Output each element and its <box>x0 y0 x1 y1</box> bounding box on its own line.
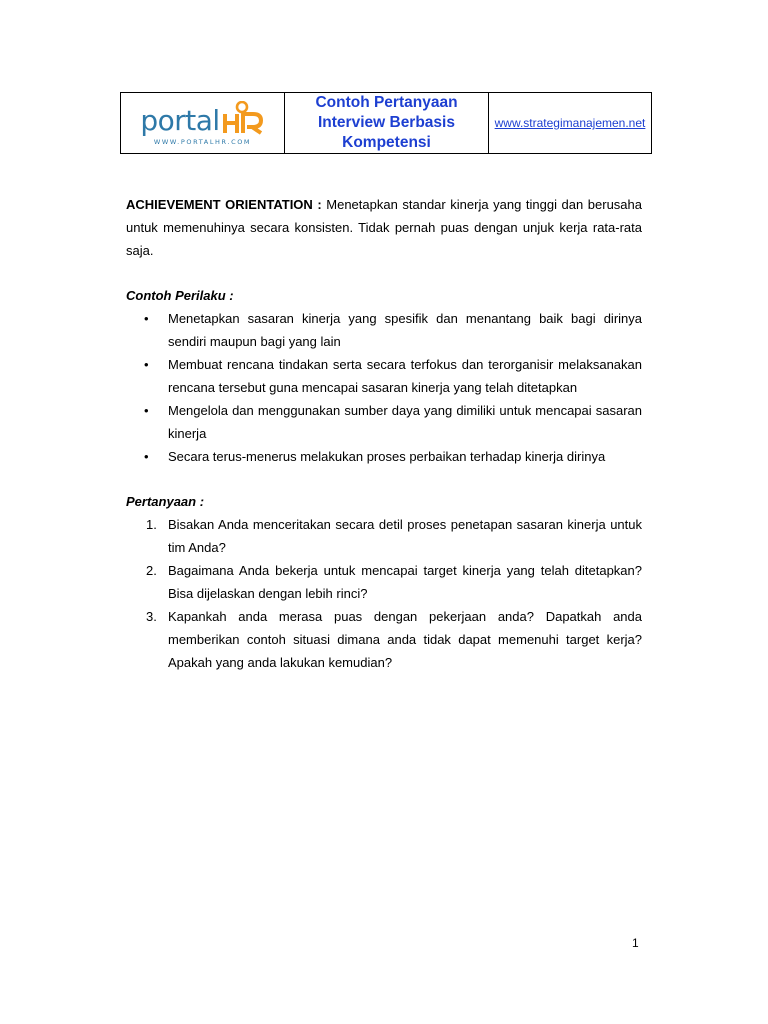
question-number: 3. <box>146 609 157 624</box>
bullet-icon: • <box>144 403 149 418</box>
document-body <box>126 193 642 674</box>
logo-url: WWW.PORTALHR.COM <box>153 137 252 146</box>
list-item: 2. Bagaimana Anda bekerja untuk mencapai target kinerja yang telah ditetapkan? Bisa dijelaskan dengan lebih rinci? <box>126 559 642 605</box>
list-item: • Mengelola dan menggunakan sumber daya yang dimiliki untuk mencapai sasaran kinerja <box>126 399 642 445</box>
bullet-icon: • <box>144 449 149 464</box>
website-link[interactable]: www.strategimanajemen.net <box>494 116 646 130</box>
title-line-3: Kompetensi <box>342 134 431 151</box>
logo-cell <box>121 93 285 153</box>
website-cell <box>489 93 651 153</box>
list-item: 3. Kapankah anda merasa puas dengan pekerjaan anda? Dapatkah anda memberikan contoh situasi dimana anda tidak dapat memenuhi target kerja? Apakah yang anda lakukan kemudian? <box>126 605 642 674</box>
bullet-icon: • <box>144 311 149 326</box>
questions-list <box>126 513 642 674</box>
questions-heading: Pertanyaan : <box>126 494 205 509</box>
list-item: • Secara terus-menerus melakukan proses perbaikan terhadap kinerja dirinya <box>126 445 642 468</box>
question-number: 2. <box>146 563 157 578</box>
competency-label: ACHIEVEMENT ORIENTATION : <box>126 197 322 212</box>
logo-word: portal <box>140 103 220 137</box>
list-item: 1. Bisakan Anda menceritakan secara detil proses penetapan sasaran kinerja untuk tim Anda? <box>126 513 642 559</box>
bullet-icon: • <box>144 357 149 372</box>
behavior-list <box>126 307 642 468</box>
header-table <box>120 92 652 154</box>
portalhr-logo <box>140 101 264 135</box>
hr-logo-mark-icon <box>221 101 265 135</box>
list-item: • Membuat rencana tindakan serta secara terfokus dan terorganisir melaksanakan rencana tersebut guna mencapai sasaran kinerja yang telah ditetapkan <box>126 353 642 399</box>
intro-paragraph <box>126 193 642 262</box>
question-number: 1. <box>146 517 157 532</box>
page-number: 1 <box>632 936 639 950</box>
competency-definition: Menetapkan standar kinerja yang tinggi dan berusaha untuk memenuhinya secara konsisten. Tidak pernah puas dengan unjuk kerja rata-rata saja. <box>126 197 642 258</box>
list-item: • Menetapkan sasaran kinerja yang spesifik dan menantang baik bagi dirinya sendiri maupun bagi yang lain <box>126 307 642 353</box>
title-line-2: Interview Berbasis <box>318 114 455 131</box>
behavior-heading: Contoh Perilaku : <box>126 288 234 303</box>
document-title <box>285 93 489 153</box>
title-line-1: Contoh Pertanyaan <box>315 94 458 111</box>
